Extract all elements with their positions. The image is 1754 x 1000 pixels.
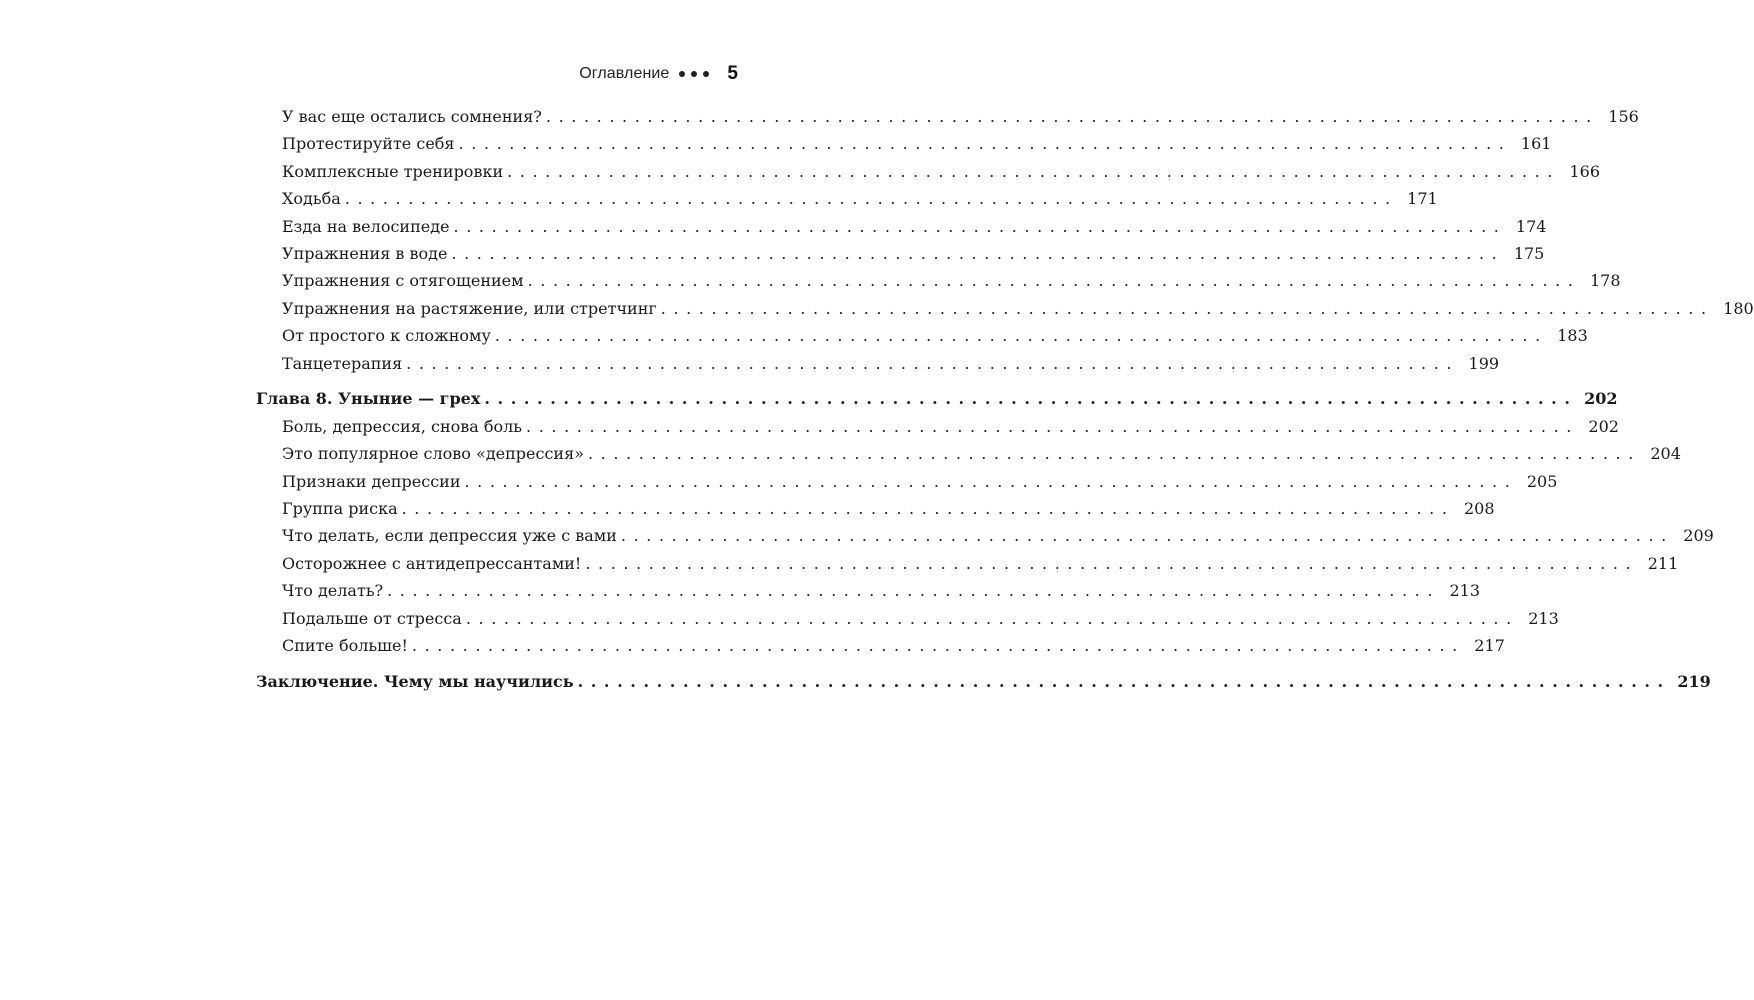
toc-entry[interactable] xyxy=(256,213,1547,240)
toc-entry[interactable] xyxy=(256,468,1558,495)
toc-entry-title: Упражнения с отягощением xyxy=(282,267,528,294)
toc-entry[interactable] xyxy=(256,440,1681,467)
toc-entry[interactable] xyxy=(256,350,1500,377)
toc-entry-page: 217 xyxy=(1474,635,1505,655)
toc-entry-page: 202 xyxy=(1584,389,1618,409)
dot-leader: ................................................................................... xyxy=(494,326,1548,346)
bullet-icon xyxy=(679,71,685,77)
toc-entry-title: Протестируйте себя xyxy=(282,130,459,157)
dot-leader: ................................................................................... xyxy=(620,526,1674,546)
toc-entry-title: Глава 8. Уныние — грех xyxy=(256,385,484,412)
toc-entry-page: 183 xyxy=(1557,326,1588,346)
toc-entry-title: Ходьба xyxy=(282,185,345,212)
toc-entry-title: Подальше от стресса xyxy=(282,605,466,632)
toc-entry-page: 208 xyxy=(1464,498,1495,518)
toc-entry-page: 211 xyxy=(1647,553,1679,573)
toc-entry[interactable] xyxy=(256,130,1552,157)
toc-entry-title: Группа риска xyxy=(282,495,402,522)
dot-leader: ................................................................................... xyxy=(401,498,1455,518)
toc-entry-page: 178 xyxy=(1589,271,1621,291)
toc-entry[interactable] xyxy=(256,577,1481,604)
toc-entry[interactable] xyxy=(256,103,1639,130)
toc-entry-title: От простого к сложному xyxy=(282,322,495,349)
toc-entry-title: Упражнения в воде xyxy=(282,240,451,267)
toc-entry-page: 199 xyxy=(1468,353,1500,373)
toc-entry-page: 209 xyxy=(1683,526,1714,546)
toc-entry-page: 166 xyxy=(1569,161,1601,181)
toc-entry-title: Спите больше! xyxy=(282,632,412,659)
toc-entry-title: Боль, депрессия, снова боль xyxy=(282,413,526,440)
toc-entry[interactable] xyxy=(256,322,1588,349)
toc-entry-page: 156 xyxy=(1608,107,1639,126)
dot-leader: ................................................................................... xyxy=(464,471,1518,491)
running-head-bullets-icon xyxy=(679,71,709,77)
toc-entry-title: Что делать? xyxy=(282,577,387,604)
dot-leader: ................................................................................... xyxy=(507,161,1561,181)
toc-entry-title: Осторожнее с антидепрессантами! xyxy=(282,550,585,577)
toc-entry-title: Езда на велосипеде xyxy=(282,213,454,240)
dot-leader: ................................................................................... xyxy=(344,189,1398,209)
dot-leader: ................................................................................... xyxy=(465,608,1519,628)
toc-entry[interactable] xyxy=(256,522,1714,549)
toc-entry[interactable] xyxy=(256,550,1679,577)
dot-leader: ................................................................................... xyxy=(387,581,1441,601)
toc-entry[interactable] xyxy=(256,413,1619,440)
toc-chapter-entry[interactable] xyxy=(256,668,1711,695)
toc-entry-title: Что делать, если депрессия уже с вами xyxy=(282,522,621,549)
dot-leader: ................................................................................... xyxy=(545,107,1599,126)
page-number: 5 xyxy=(727,63,738,84)
toc-entry-title: Упражнения на растяжение, или стретчинг xyxy=(282,295,661,322)
dot-leader: ................................................................................... xyxy=(660,298,1714,318)
dot-leader: ................................................................................... xyxy=(451,243,1505,263)
dot-leader: ................................................................................... xyxy=(526,416,1579,436)
dot-leader: ................................................................................... xyxy=(406,353,1460,373)
bullet-icon xyxy=(703,71,709,77)
toc-entry[interactable] xyxy=(256,632,1505,659)
toc-entry-page: 204 xyxy=(1650,444,1681,464)
toc-entry[interactable] xyxy=(256,185,1438,212)
dot-leader: ................................................................................... xyxy=(577,671,1671,691)
running-head-title: Оглавление xyxy=(579,65,670,82)
toc-entry-page: 161 xyxy=(1520,134,1552,154)
dot-leader: ................................................................................... xyxy=(484,389,1578,409)
toc-entry[interactable] xyxy=(256,267,1621,294)
toc-entry[interactable] xyxy=(256,240,1545,267)
toc-entry[interactable] xyxy=(256,495,1495,522)
toc-entry-page: 219 xyxy=(1677,671,1711,691)
dot-leader: ................................................................................... xyxy=(411,635,1465,655)
toc-entry-title: У вас еще остались сомнения? xyxy=(282,103,546,130)
dot-leader: ................................................................................... xyxy=(453,216,1507,236)
bullet-icon xyxy=(691,71,697,77)
toc-entry[interactable] xyxy=(256,295,1754,322)
toc-entry-title: Комплексные тренировки xyxy=(282,158,507,185)
toc-entry-title: Это популярное слово «депрессия» xyxy=(282,440,588,467)
table-of-contents xyxy=(256,103,1754,695)
running-head xyxy=(579,63,738,85)
toc-entry-title: Признаки депрессии xyxy=(282,468,464,495)
dot-leader: ................................................................................... xyxy=(585,553,1639,573)
dot-leader: ................................................................................... xyxy=(587,444,1641,464)
toc-entry-page: 205 xyxy=(1526,471,1558,491)
toc-entry-page: 174 xyxy=(1515,216,1547,236)
dot-leader: ................................................................................... xyxy=(527,271,1581,291)
toc-entry-page: 175 xyxy=(1513,243,1545,263)
toc-entry-title: Заключение. Чему мы научились xyxy=(256,668,578,695)
toc-entry[interactable] xyxy=(256,605,1559,632)
toc-entry-page: 171 xyxy=(1407,189,1438,209)
dot-leader: ................................................................................... xyxy=(458,134,1512,154)
toc-entry[interactable] xyxy=(256,158,1601,185)
toc-chapter-entry[interactable] xyxy=(256,385,1618,412)
toc-entry-page: 202 xyxy=(1588,416,1619,436)
toc-entry-page: 180 xyxy=(1723,298,1754,318)
toc-entry-page: 213 xyxy=(1449,581,1481,601)
toc-entry-title: Танцетерапия xyxy=(282,350,406,377)
toc-entry-page: 213 xyxy=(1528,608,1559,628)
